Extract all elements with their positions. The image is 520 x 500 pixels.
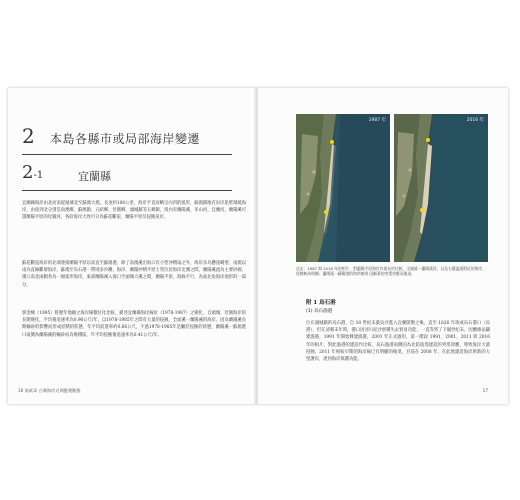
location-marker-icon bbox=[420, 208, 424, 212]
paragraph-3: 郭金棟（1995）將歷年地圖之海岸線數位化比較，描述宜蘭縣海岸線於（1978-1987）之變化，自頭城、壯圍海岸的長期變化，平均後退速率為0.96公尺/年，以1978-1985年之間有大量的侵蝕，全面溪一蘭陽溪的海岸，因為蘭陽溪長期輸砂的影響而形成淤積的狀態，年平均前進率約0.66公尺，不過1978-1985年是屬於侵蝕的狀態，蘭陽溪一蘇澳港口南側為蘭陽溪的輸砂而為堆積區，年平均侵蝕後退速率為0.41公尺/年。 bbox=[22, 311, 246, 338]
appendix-paragraph: 位在頭城鎮的烏石港，自 18 世紀末葉吳沙進入宜蘭開墾之後，直至 1826 年竣成烏石港口（烏港），但在清朝末年時，港口因河川泥沙淤積失去貿易功能，一直等到了下個世紀末，因應修法闢建漁港，1991 年開始興建漁港，2001 年正式啟用，第一階段 1991、2001、2011 與 2016 年的相片，對此漁港的建設作比較，烏石漁港南側因為北防波堤建設的突堤效應，導致海岸大量侵蝕，2011 年相較早期的海岸線已有明顯的後退，目前在 2008 年，在此地建設海岸與新的大型護岸，達到海岸保護功能。 bbox=[306, 321, 490, 363]
chapter-divider bbox=[22, 154, 232, 155]
location-marker-icon bbox=[330, 140, 334, 144]
satellite-map-2016 bbox=[394, 114, 488, 262]
appendix-title: 附 1 烏石港 bbox=[306, 300, 336, 306]
appendix-subtitle: (1) 烏石漁港 bbox=[306, 309, 333, 314]
section-divider bbox=[22, 190, 232, 191]
image-year-label: 1987 年 bbox=[368, 118, 386, 123]
section-number-sub: -1 bbox=[33, 170, 44, 181]
satellite-map-1987 bbox=[296, 114, 390, 262]
left-page-folio: 16 第貳章 台灣海岸近期變遷動態 bbox=[18, 388, 81, 393]
satellite-image-1987 bbox=[296, 114, 390, 262]
chapter-title: 本島各縣市或局部海岸變遷 bbox=[50, 132, 201, 146]
section-number-main: 2 bbox=[22, 162, 34, 183]
location-marker-icon bbox=[426, 138, 430, 142]
image-year-label: 2016 年 bbox=[466, 118, 484, 123]
paragraph-1: 宜蘭縣海岸由北而南從頭城北至蘇澳大澳，長度約106公里，海岸平直而略呈內凹的弧形，蘇澳鎮地有岩岸崖壁環繞海岸，由南到北分別是南澳鄉、蘇澳鎮、五結鄉、壯圍鄉、頭城鎮等五鄉鎮，境內有蘭陽溪、冬山河、宜蘭河，蘭陽溪可謂蘭陽平原的母親河，各段海岸大致可分為蘇花斷崖、蘭陽平原及侵蝕崖岸。 bbox=[22, 201, 246, 221]
satellite-image-2016 bbox=[394, 114, 488, 262]
section-number bbox=[22, 162, 43, 183]
book-spread bbox=[8, 88, 508, 404]
chapter-number: 2 bbox=[22, 124, 35, 148]
satellite-image-pair bbox=[296, 114, 488, 262]
section-title: 宜蘭縣 bbox=[78, 170, 111, 183]
figure-caption: 註記：1987 與 2016 年的相片，對蘭陽平原海岸作最長的比較，全國溪一蘭陽溪段，以及右變溫溪附近的海岸，侵蝕較為明顯；蘭陽溪一蘇澳港的海岸線則 因顯著的突堤效應而後退。 bbox=[296, 266, 487, 277]
paragraph-2: 蘇花斷崖海岸的北端連接蘭陽平原以南直至蘇澳港，除了南澳溪出海口有小型沖積扇之外，海岸多為懸崖峭壁；南澳以南為直線斷層海岸，蘇澳至烏石港一帶則多沙灘，海岸、蘭陽沖積平原土質位於海岸北側之間，蘭陽溪流為主要砂源，漢口南北兩側各為一個弧形海岸，東部蘭陽溪入海口至頭城大溪之間，蘭陽平原，海線平行，為東北角海岸地形的一部分。 bbox=[22, 261, 246, 288]
left-page bbox=[8, 88, 256, 404]
location-marker-icon bbox=[324, 210, 328, 214]
right-page bbox=[258, 88, 506, 404]
right-page-folio: 17 bbox=[482, 388, 488, 393]
